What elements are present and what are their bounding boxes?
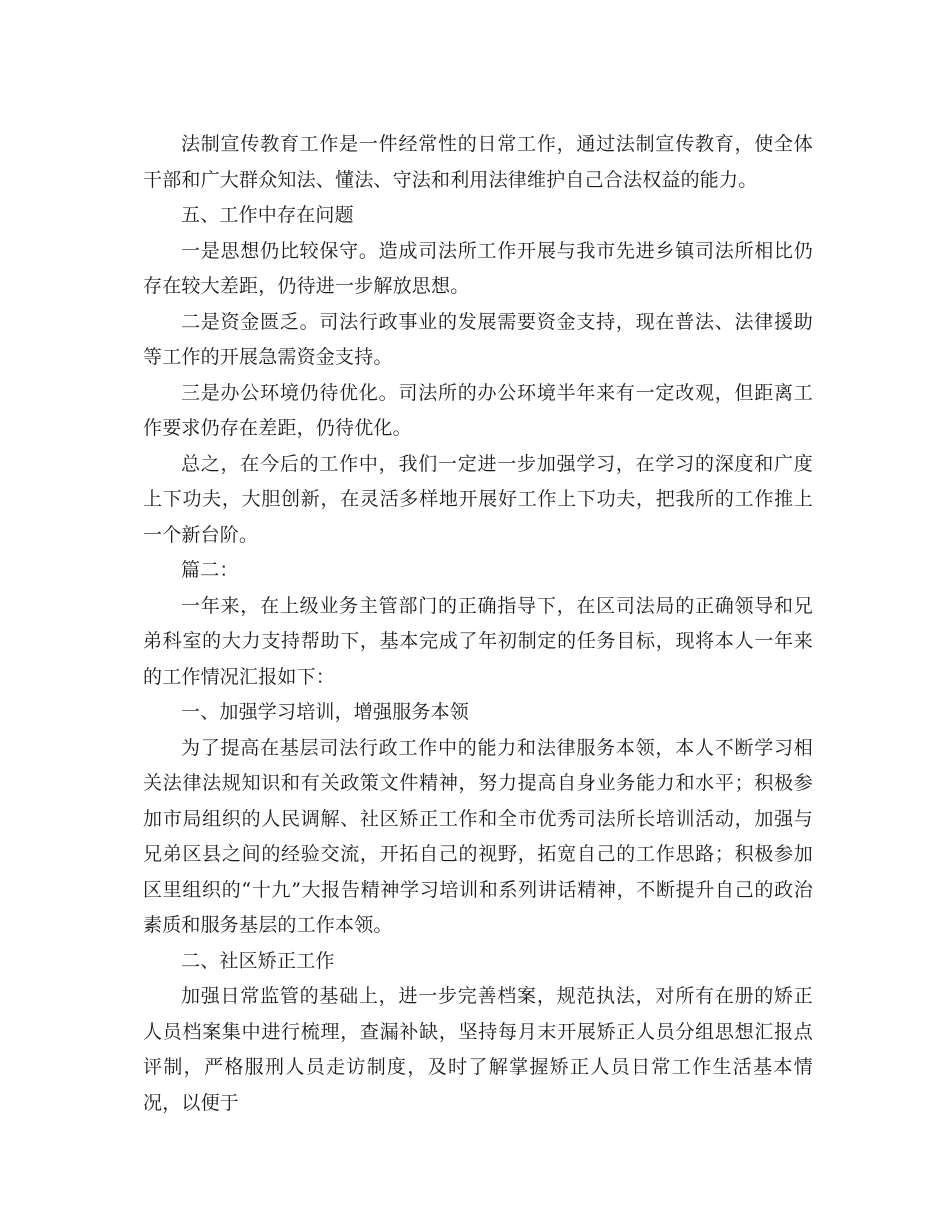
paragraph-community-correction: 加强日常监管的基础上，进一步完善档案，规范执法，对所有在册的矫正人员档案集中进行梳理，查漏补缺，坚持每月末开展矫正人员分组思想汇报点评制，严格服刑人员走访制度，及时了解掌握矫正人员日常工作生活基本情况，以便于: [143, 985, 813, 1114]
heading-community-correction: 二、社区矫正工作: [181, 949, 335, 972]
paragraph-problem-funding: 二是资金匮乏。司法行政事业的发展需要资金支持，现在普法、法律援助等工作的开展急需资金支持。: [143, 310, 813, 368]
paragraph-legal-education: 法制宣传教育工作是一件经常性的日常工作，通过法制宣传教育，使全体干部和广大群众知法、懂法、守法和利用法律维护自己合法权益的能力。: [143, 133, 813, 191]
paragraph-problem-office: 三是办公环境仍待优化。司法所的办公环境半年来有一定改观，但距离工作要求仍存在差距，仍待优化。: [143, 381, 813, 439]
document-page: [143, 127, 813, 1121]
heading-study-training: 一、加强学习培训，增强服务本领: [181, 701, 470, 723]
heading-part-two: 篇二：: [181, 559, 239, 581]
paragraph-intro: 一年来，在上级业务主管部门的正确指导下，在区司法局的正确领导和兄弟科室的大力支持帮助下，基本完成了年初制定的任务目标，现将本人一年来的工作情况汇报如下：: [143, 594, 813, 688]
paragraph-study-training: 为了提高在基层司法行政工作中的能力和法律服务本领，本人不断学习相关法律法规知识和有关政策文件精神，努力提高自身业务能力和水平；积极参加市局组织的人民调解、社区矫正工作和全市优秀司法所长培训活动，加强与兄弟区县之间的经验交流，开拓自己的视野，拓宽自己的工作思路；积极参加区里组织的“十九”大报告精神学习培训和系列讲话精神，不断提升自己的政治素质和服务基层的工作本领。: [143, 736, 813, 936]
paragraph-conclusion: 总之，在今后的工作中，我们一定进一步加强学习，在学习的深度和广度上下功夫，大胆创新，在灵活多样地开展好工作上下功夫，把我所的工作推上一个新台阶。: [143, 452, 813, 546]
paragraph-problem-thinking: 一是思想仍比较保守。造成司法所工作开展与我市先进乡镇司法所相比仍存在较大差距，仍待进一步解放思想。: [143, 239, 813, 297]
heading-existing-problems: 五、工作中存在问题: [181, 204, 354, 226]
